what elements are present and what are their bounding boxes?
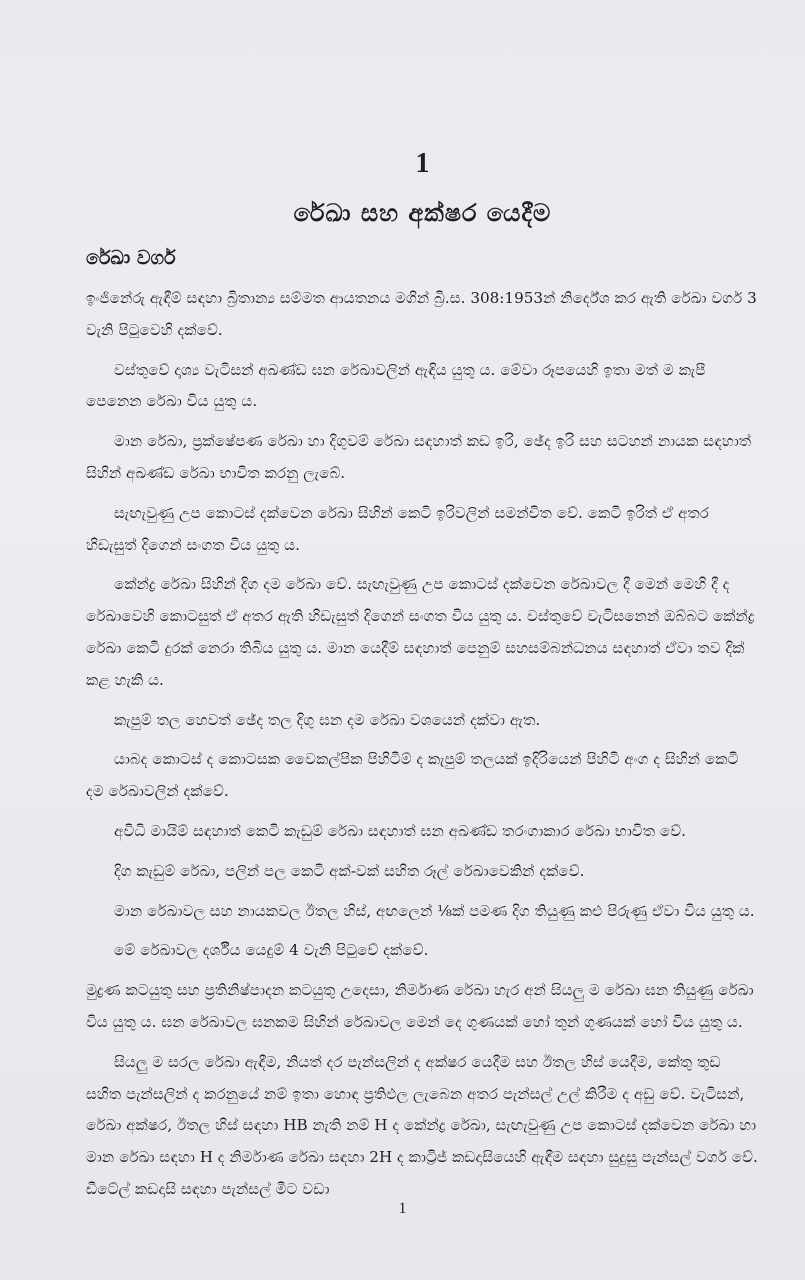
body-text: [86, 283, 759, 1206]
paragraph: දිග කැඩුම් රේඛා, පලින් පල කෙටි අක්-වක් සහිත රූල් රේඛාවෙකින් දක්වේ.: [114, 861, 585, 880]
paragraph: මුද්‍රණ කටයුතු සහ ප්‍රතිනිෂ්පාදන කටයුතු උදෙසා, නිර්මාණ රේඛා හැර අන් සියලු ම රේඛා ඝන තියුණු රේඛා විය යුතු ය. ඝන රේඛාවල ඝනකම සිහින් රේඛාවල මෙන් දෙ ගුණයක් හෝ තුන් ගුණයක් හෝ විය යුතු ය.: [86, 981, 754, 1031]
paragraph: ඉංජිනේරු ඇඳීම් සඳහා බ්‍රිතාන්‍ය සම්මත ආයතනය මගින් බ්‍රි.ස. 308:1953න් නිර්දේශ කර ඇති රේඛා වර්ග 3 වැනි පිටුවෙහි දක්වේ.: [86, 289, 757, 339]
paragraph: සියලු ම සරල රේඛා ඇඳීම, නියත් දර පැන්සලින් ද අක්ෂර යෙදීම සහ ඊතල හිස් යෙදීම, කේතු තුඩ සහිත පැන්සලින් ද කරනුයේ නම් ඉතා හොඳ ප්‍රතිඵල ලැබෙන අතර පැන්සල් උල් කිරීම ද අඩු වේ. වැටිසන්, රේඛා අක්ෂර, ඊතල හිස් සඳහා HB නැති නම් H ද කේන්ද්‍ර රේඛා, සැඟැවුණු උප කොටස් දක්වෙන රේඛා හා මාන රේඛා සඳහා H ද නිර්මාණ රේඛා සඳහා 2H ද කාට්‍රිජ් කඩදාසියෙහි ඇඳීම සඳහා සුදුසු පැන්සල් වර්ග වේ. ඩීටේල් කඩදාසි සඳහා පැන්සල් මීට වඩා: [86, 1052, 758, 1198]
chapter-title: රේඛා සහ අක්ෂර යෙදීම: [293, 198, 552, 227]
paragraph: මේ රේඛාවල දර්ශීය යෙදුම් 4 වැනි පිටුවේ දක්වේ.: [114, 941, 429, 960]
section-heading: රේඛා වර්ග: [86, 247, 176, 269]
paragraph: කේන්ද්‍ර රේඛා සිහින් දිග දම රේඛා වේ. සැඟැවුණු උප කොටස් දක්වෙන රේඛාවල දී මෙන් මෙහි දී ද රේඛාවෙහි කොටසුත් ඒ අතර ඇති හිඩැසුත් දිගෙන් සංගත විය යුතු ය. වස්තුවේ වැටිසනෙන් ඔබ්බට කේන්ද්‍ර රේඛා කෙටි දුරක් නෙරා තිබිය යුතු ය. මාන යෙදීම් සඳහාත් පෙනුම් සහසම්බන්ධනය සඳහාත් ඒවා තව දික් කළ හැකි ය.: [86, 575, 755, 689]
paragraph: වස්තුවේ දෘශ්‍ය වැටිසන් අඛණ්ඩ ඝන රේඛාවලින් ඇඳිය යුතු ය. මේවා රූපයෙහි ඉතා මත් ම කැපී පෙනෙන රේඛා විය යුතු ය.: [86, 360, 706, 411]
paragraph: අවිධි මායිම් සඳහාත් කෙටි කැඩුම් රේඛා සඳහාත් ඝන අඛණ්ඩ තරංගාකාර රේඛා භාවිත වේ.: [114, 821, 686, 840]
page-number: 1: [398, 1200, 407, 1217]
paragraph: මාන රේඛා, ප්‍රක්ෂේපණ රේඛා හා දිගුවම් රේඛා සඳහාත් කඩ ඉරි, ඡේද ඉරි සහ සටහන් නායක සඳහාත් සිහින් අඛණ්ඩ රේඛා භාවිත කරනු ලැබේ.: [86, 432, 752, 482]
paragraph: සැඟැවුණු උප කොටස් දක්වෙන රේඛා සිහින් කෙටි ඉරිවලින් සමන්විත වේ. කෙටි ඉරිත් ඒ අතර හිඩැසුත් දිගෙන් සංගත විය යුතු ය.: [86, 503, 709, 554]
paragraph: යාබද කොටස් ද කොටසක වෛකල්පික පිහිටීම් ද කැපුම් තලයක් ඉදිරියෙන් පිහිටි අංග ද සිහින් කෙටි දම රේඛාවලින් දක්වේ.: [86, 750, 739, 801]
paragraph: මාන රේඛාවල සහ නායකවල ඊතල හිස්, අඟලෙන් ⅛ක් පමණ දිග තියුණු කළු පිරුණු ඒවා විය යුතු ය.: [114, 901, 755, 920]
paragraph: කැපුම් තල හෙවත් ඡේද තල දිගු ඝන දම රේඛා වශයෙන් දක්වා ඇත.: [114, 710, 541, 729]
chapter-number: 1: [415, 148, 430, 179]
